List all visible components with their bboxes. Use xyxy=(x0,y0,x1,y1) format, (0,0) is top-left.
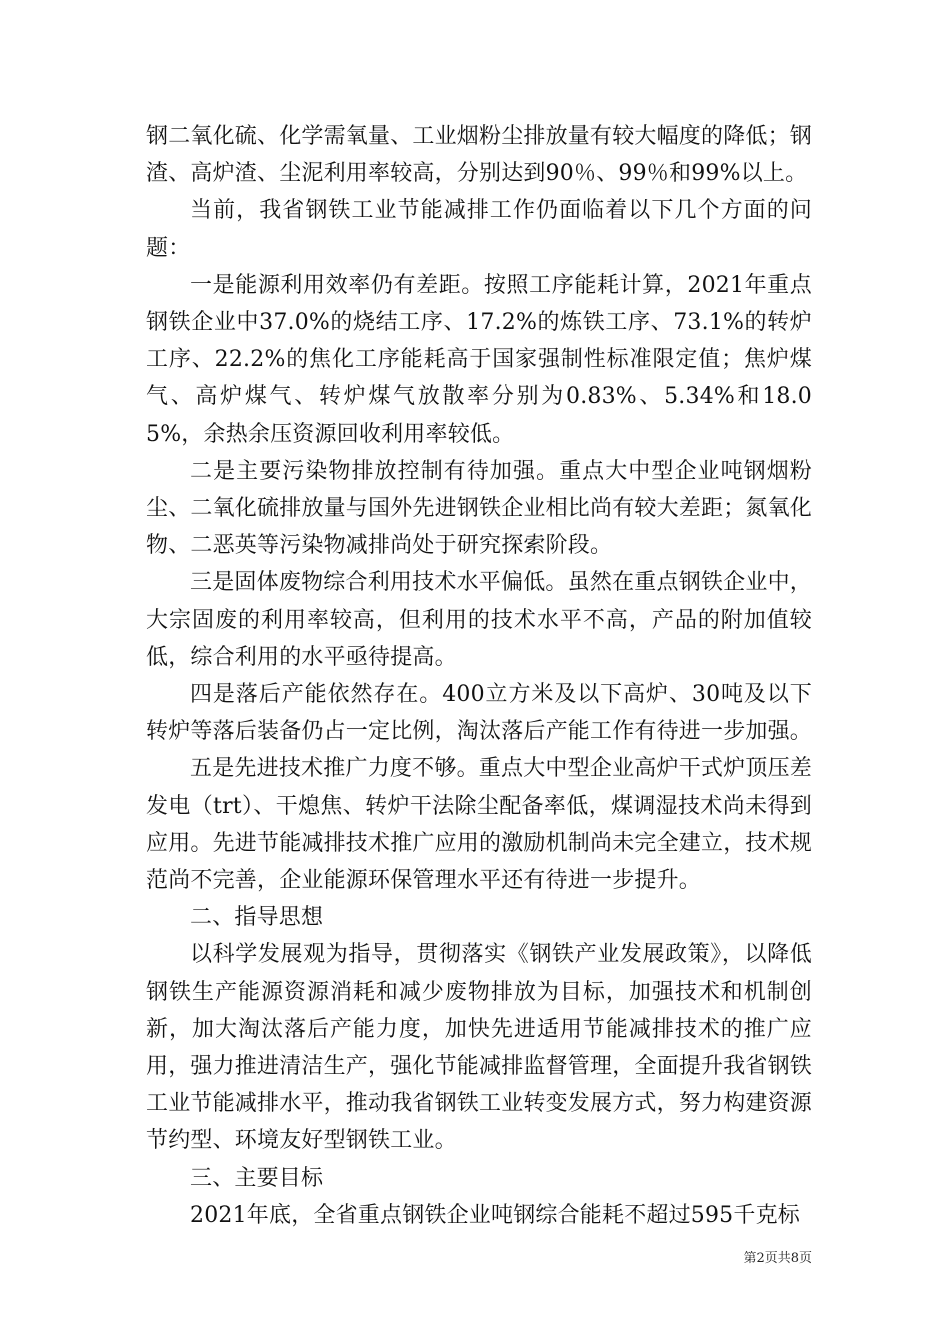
page-number: 第2页共8页 xyxy=(743,1251,812,1266)
paragraph-guiding-thought: 以科学发展观为指导，贯彻落实《钢铁产业发展政策》，以降低钢铁生产能源资源消耗和减少废物排放为目标，加强技术和机制创新，加大淘汰落后产能力度，加快先进适用节能减排技术的推广应用，强力推进清洁生产，强化节能减排监督管理，全面提升我省钢铁工业节能减排水平，推动我省钢铁工业转变发展方式，努力构建资源节约型、环境友好型钢铁工业。 xyxy=(146,942,813,1154)
paragraph-problem-4: 四是落后产能依然存在。400立方米及以下高炉、30吨及以下转炉等落后装备仍占一定比例，淘汰落后产能工作有待进一步加强。 xyxy=(146,682,813,745)
section-heading-guiding-thought: 二、指导思想 xyxy=(190,905,324,931)
paragraph-problem-3: 三是固体废物综合利用技术水平偏低。虽然在重点钢铁企业中，大宗固废的利用率较高，但利用的技术水平不高，产品的附加值较低，综合利用的水平亟待提高。 xyxy=(146,570,812,670)
paragraph-problem-1: 一是能源利用效率仍有差距。按照工序能耗计算，2021年重点钢铁企业中37.0%的烧结工序、17.2%的炼铁工序、73.1%的转炉工序、22.2%的焦化工序能耗高于国家强制性标准限定值；焦炉煤气、高炉煤气、转炉煤气放散率分别为0.83%、5.34%和18.05%，余热余压资源回收利用率较低。 xyxy=(146,272,812,447)
paragraph-problem-2: 二是主要污染物排放控制有待加强。重点大中型企业吨钢烟粉尘、二氧化硫排放量与国外先进钢铁企业相比尚有较大差距；氮氧化物、二恶英等污染物减排尚处于研究探索阶段。 xyxy=(146,458,813,559)
paragraph-continued: 钢二氧化硫、化学需氧量、工业烟粉尘排放量有较大幅度的降低；钢渣、高炉渣、尘泥利用率较高，分别达到90％、99％和99%以上。 xyxy=(146,124,813,187)
document-body xyxy=(146,118,812,1234)
paragraph-problem-5: 五是先进技术推广力度不够。重点大中型企业高炉干式炉顶压差发电（trt）、干熄焦、转炉干法除尘配备率低，煤调湿技术尚未得到应用。先进节能减排技术推广应用的激励机制尚未完全建立，技术规范尚不完善，企业能源环保管理水平还有待进一步提升。 xyxy=(146,756,813,894)
section-heading-main-goals: 三、主要目标 xyxy=(190,1165,324,1191)
paragraph-main-goals: 2021年底，全省重点钢铁企业吨钢综合能耗不超过595千克标 xyxy=(190,1202,800,1228)
paragraph-current-problems: 当前，我省钢铁工业节能减排工作仍面临着以下几个方面的问题： xyxy=(146,198,812,261)
